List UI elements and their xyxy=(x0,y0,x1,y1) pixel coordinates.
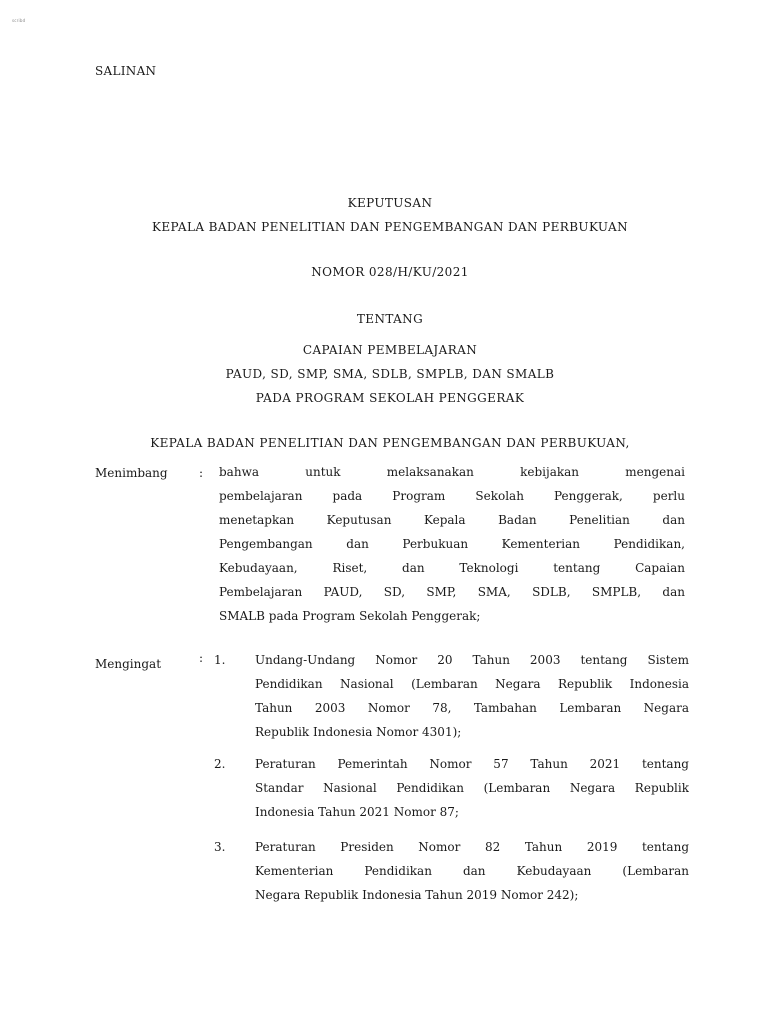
menimbang-line: bahwa untuk melaksanakan kebijakan mengenai xyxy=(219,465,685,479)
issuer-preamble: KEPALA BADAN PENELITIAN DAN PENGEMBANGAN DAN PERBUKUAN, xyxy=(150,436,630,450)
menimbang-line: Kebudayaan, Riset, dan Teknologi tentang Capaian xyxy=(219,561,685,575)
item-line: Indonesia Tahun 2021 Nomor 87; xyxy=(255,805,459,819)
item-line: Standar Nasional Pendidikan (Lembaran Negara Republik xyxy=(255,781,689,795)
corner-watermark: scribd xyxy=(12,18,26,23)
item-number: 3. xyxy=(214,840,226,854)
menimbang-label: Menimbang xyxy=(95,466,168,480)
item-line: Pendidikan Nasional (Lembaran Negara Republik Indonesia xyxy=(255,677,689,691)
item-line: Peraturan Pemerintah Nomor 57 Tahun 2021 tentang xyxy=(255,757,689,771)
subject-line-2: PAUD, SD, SMP, SMA, SDLB, SMPLB, DAN SMALB xyxy=(225,367,555,381)
item-line: Republik Indonesia Nomor 4301); xyxy=(255,725,462,739)
item-body xyxy=(255,752,689,824)
item-number: 1. xyxy=(214,653,226,667)
decree-heading: KEPUTUSAN xyxy=(347,196,433,210)
item-line: Tahun 2003 Nomor 78, Tambahan Lembaran Negara xyxy=(255,701,689,715)
item-line: Undang-Undang Nomor 20 Tahun 2003 tentang Sistem xyxy=(255,653,689,667)
item-body xyxy=(255,835,689,907)
item-line: Negara Republik Indonesia Tahun 2019 Nomor 242); xyxy=(255,888,579,902)
menimbang-line: Pembelajaran PAUD, SD, SMP, SMA, SDLB, SMPLB, dan xyxy=(219,585,685,599)
item-line: Kementerian Pendidikan dan Kebudayaan (Lembaran xyxy=(255,864,689,878)
decree-issuer: KEPALA BADAN PENELITIAN DAN PENGEMBANGAN DAN PERBUKUAN xyxy=(152,220,628,234)
subject-line-3: PADA PROGRAM SEKOLAH PENGGERAK xyxy=(255,391,525,405)
subject-line-1: CAPAIAN PEMBELAJARAN xyxy=(302,343,478,357)
mengingat-colon: : xyxy=(199,651,204,665)
menimbang-colon: : xyxy=(199,466,204,480)
menimbang-paragraph xyxy=(219,460,685,628)
menimbang-line: Pengembangan dan Perbukuan Kementerian Pendidikan, xyxy=(219,537,685,551)
menimbang-line: pembelajaran pada Program Sekolah Penggerak, perlu xyxy=(219,489,685,503)
tentang-heading: TENTANG xyxy=(356,312,424,326)
item-line: Peraturan Presiden Nomor 82 Tahun 2019 tentang xyxy=(255,840,689,854)
mengingat-label: Mengingat xyxy=(95,657,162,671)
salinan-label: SALINAN xyxy=(95,64,157,78)
decree-number: NOMOR 028/H/KU/2021 xyxy=(311,265,469,279)
item-body xyxy=(255,648,689,744)
menimbang-line: SMALB pada Program Sekolah Penggerak; xyxy=(219,609,481,623)
menimbang-line: menetapkan Keputusan Kepala Badan Penelitian dan xyxy=(219,513,685,527)
item-number: 2. xyxy=(214,757,226,771)
